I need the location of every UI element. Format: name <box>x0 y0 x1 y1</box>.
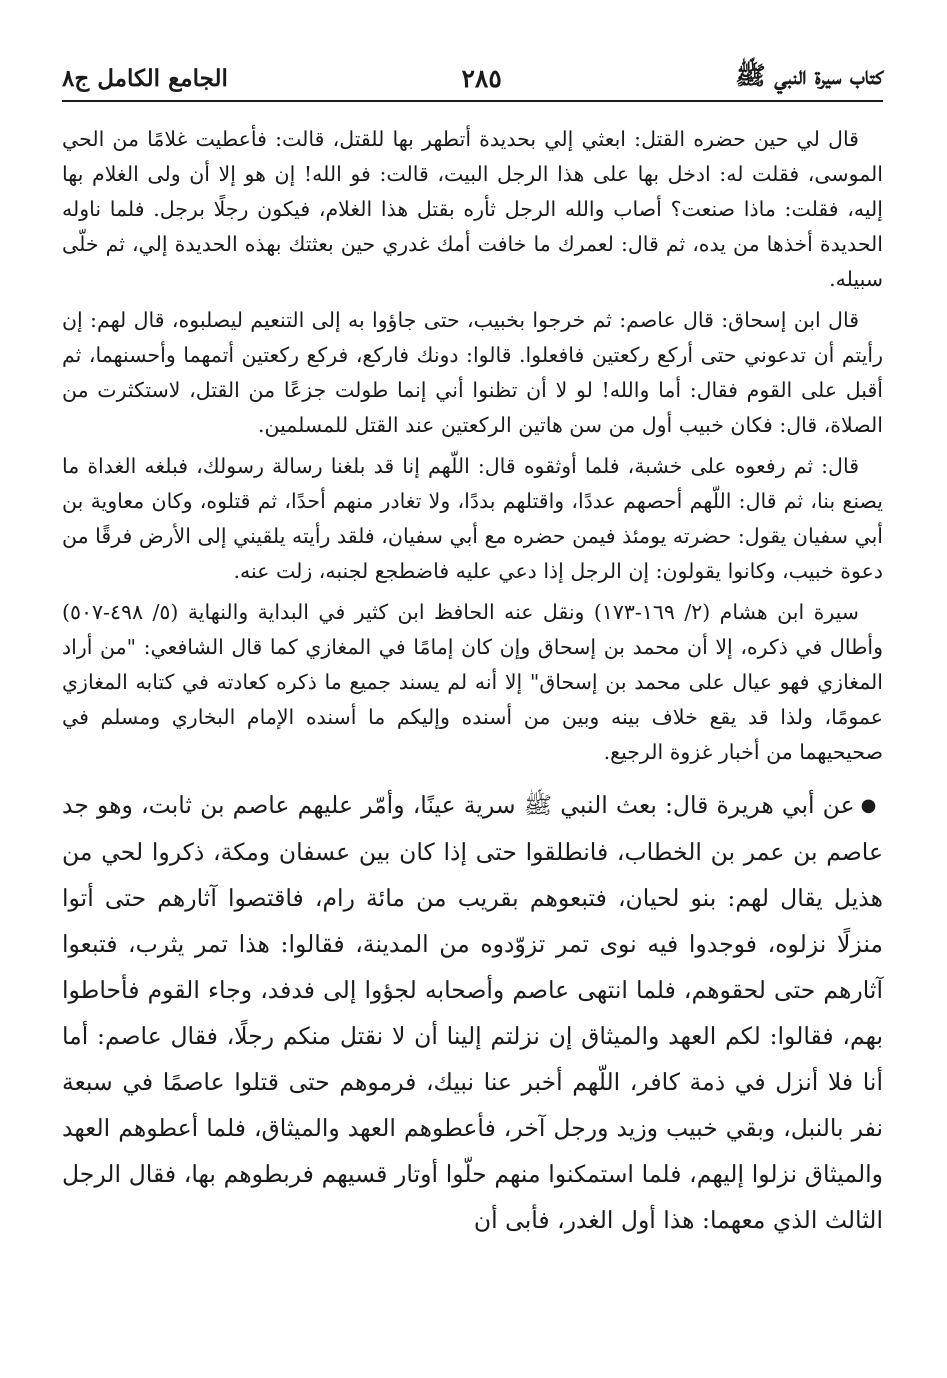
volume-title: الجامع الكامل ج٨ <box>62 64 228 92</box>
paragraph-text: قال لي حين حضره القتل: ابعثي إلي بحديدة أتطهر بها للقتل، قالت: فأعطيت غلامًا من الحي الموسى، فقلت له: ادخل بها على هذا الرجل البيت، قالت: فو الله! إن هو إلا أن ولى الغلام بها إليه، فقلت: ماذا صنعت؟ أصاب والله الرجل ثأره بقتل هذا الغلام، فيكون رجلًا برجل. فلما ناوله الحديدة أخذها من يده، ثم قال: لعمرك ما خافت أمك غدري حين بعثتك بهذه الحديدة إلي، ثم خلّى سبيله. <box>62 127 883 291</box>
paragraph-text-wrapper <box>62 782 883 1243</box>
hadith-paragraph <box>62 782 883 1243</box>
book-title: كتاب سيرة النبي ﷺ <box>735 60 883 90</box>
footnote-paragraph-1 <box>62 122 883 297</box>
page-body <box>62 122 883 1243</box>
page-header <box>62 56 883 102</box>
paragraph-text: قال: ثم رفعوه على خشبة، فلما أوثقوه قال: اللّهم إنا قد بلغنا رسالة رسولك، فبلغه الغداة ما يصنع بنا، ثم قال: اللّهم أحصهم عددًا، واقتلهم بددًا، ولا تغادر منهم أحدًا، ثم قتلوه، وكان معاوية بن أبي سفيان يقول: حضرته يومئذ فيمن حضره مع أبي سفيان، فلقد رأيته يلقيني إلى الأرض فرقًا من دعوة خبيب، وكانوا يقولون: إن الرجل إذا دعي عليه فاضطجع لجنبه، زلت عنه. <box>62 454 883 583</box>
source-note-paragraph <box>62 595 883 770</box>
paragraph-text: عن أبي هريرة قال: بعث النبي ﷺ سرية عينًا، وأمّر عليهم عاصم بن ثابت، وهو جد عاصم بن عمر بن الخطاب، فانطلقوا حتى إذا كان بين عسفان ومكة، ذكروا لحي من هذيل يقال لهم: بنو لحيان، فتبعوهم بقريب من مائة رام، فاقتصوا آثارهم حتى أتوا منزلًا نزلوه، فوجدوا فيه نوى تمر تزوّدوه من المدينة، فقالوا: هذا تمر يثرب، فتبعوا آثارهم حتى لحقوهم، فلما انتهى عاصم وأصحابه لجؤوا إلى فدفد، وجاء القوم فأحاطوا بهم، فقالوا: لكم العهد والميثاق إن نزلتم إلينا أن لا نقتل منكم رجلًا، فقال عاصم: أما أنا فلا أنزل في ذمة كافر، اللّهم أخبر عنا نبيك، فرموهم حتى قتلوا عاصمًا في سبعة نفر بالنبل، وبقي خبيب وزيد ورجل آخر، فأعطوهم العهد والميثاق، فلما أعطوهم العهد والميثاق نزلوا إليهم، فلما استمكنوا منهم حلّوا أوتار قسيهم فربطوهم بها، فقال الرجل الثالث الذي معهما: هذا أول الغدر، فأبى أن <box>62 791 883 1234</box>
bullet-icon: ● <box>860 795 877 816</box>
paragraph-text: قال ابن إسحاق: قال عاصم: ثم خرجوا بخبيب، حتى جاؤوا به إلى التنعيم ليصلبوه، قال لهم: إن رأيتم أن تدعوني حتى أركع ركعتين فافعلوا. قالوا: دونك فاركع، فركع ركعتين أتمهما وأحسنهما، ثم أقبل على القوم فقال: أما والله! لو لا أن تظنوا أني إنما طولت جزعًا من القتل، لاستكثرت من الصلاة، قال: فكان خبيب أول من سن هاتين الركعتين عند القتل للمسلمين. <box>62 308 883 437</box>
page-number: ٢٨٥ <box>461 63 502 93</box>
footnote-paragraph-2 <box>62 303 883 443</box>
paragraph-text: سيرة ابن هشام (٢/ ١٦٩-١٧٣) ونقل عنه الحافظ ابن كثير في البداية والنهاية (٥/ ٤٩٨-٥٠٧) وأطال في ذكره، إلا أن محمد بن إسحاق وإن كان إمامًا في المغازي كما قال الشافعي: "من أراد المغازي فهو عيال على محمد بن إسحاق" إلا أنه لم يسند جميع ما ذكره كعادته في كتابه المغازي عمومًا، ولذا قد يقع خلاف بينه وبين من أسنده وإليكم ما أسنده الإمام البخاري ومسلم في صحيحيهما من أخبار غزوة الرجيع. <box>62 600 883 764</box>
footnote-paragraph-3 <box>62 449 883 589</box>
